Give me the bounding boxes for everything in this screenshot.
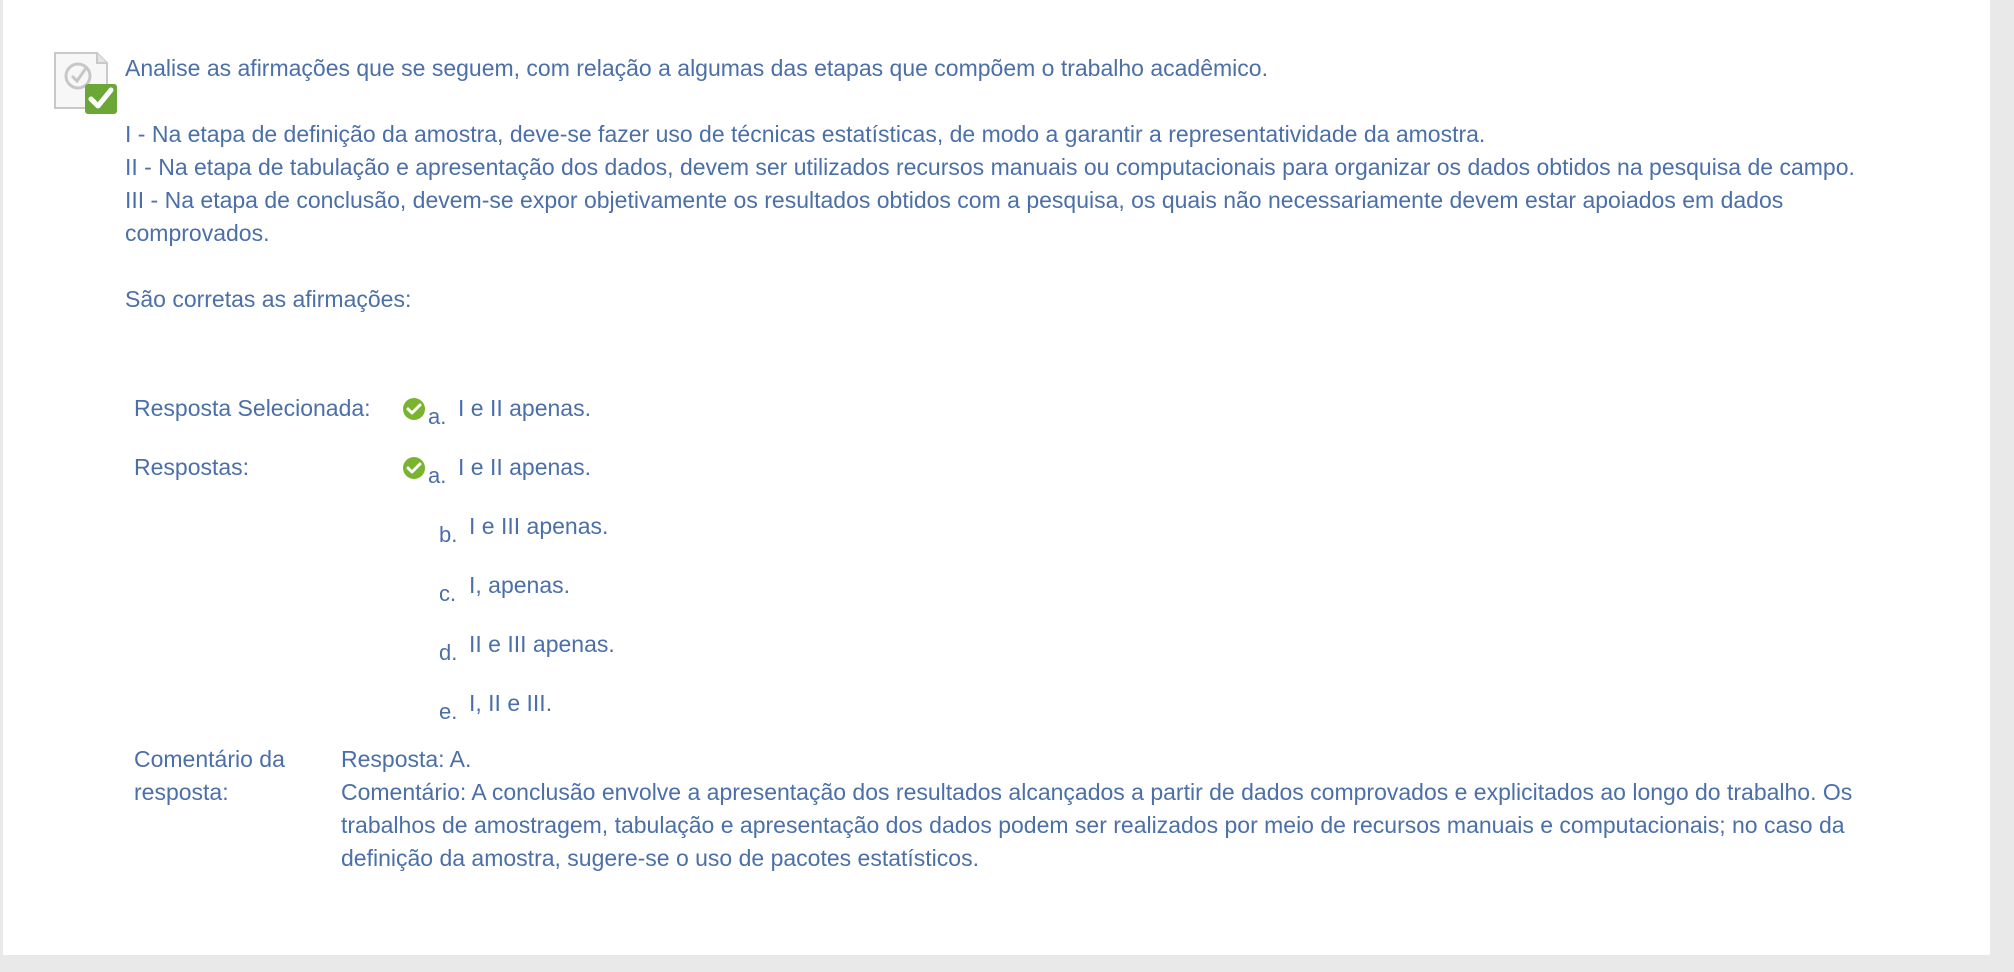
feedback-label-line2: resposta:: [134, 779, 229, 805]
option-text: II e III apenas.: [469, 631, 615, 657]
option-text: I e II apenas.: [458, 454, 591, 480]
option-letter: b.: [439, 522, 458, 547]
selected-answer-label: Resposta Selecionada:: [134, 395, 371, 421]
correct-check-icon: [402, 397, 428, 430]
option-text: I, II e III.: [469, 690, 553, 716]
statement-3: III - Na etapa de conclusão, devem-se expor objetivamente os resultados obtidos com a pesquisa, os quais não necessariamente devem estar apoiados em dados comprovados.: [125, 187, 1784, 246]
answer-option-a: [402, 451, 591, 488]
feedback-label-line1: Comentário da: [134, 746, 285, 772]
feedback-comment: [341, 743, 1911, 875]
question-ask: São corretas as afirmações:: [125, 286, 412, 312]
correct-answer-icon: [51, 50, 119, 116]
answer-option-d: [402, 628, 615, 665]
feedback-answer-line: Resposta: A.: [341, 746, 472, 772]
answer-option-c: [402, 569, 571, 606]
question-prompt: Analise as afirmações que se seguem, com relação a algumas das etapas que compõem o trabalho acadêmico.: [125, 55, 1268, 81]
answers-label: Respostas:: [134, 454, 250, 480]
selected-answer-text: I e II apenas.: [458, 395, 591, 421]
statement-2: II - Na etapa de tabulação e apresentação dos dados, devem ser utilizados recursos manuais ou computacionais para organizar os dados obtidos na pesquisa de campo.: [125, 154, 1855, 180]
option-text: I e III apenas.: [469, 513, 609, 539]
correct-check-icon: [402, 456, 428, 489]
question-text: [125, 52, 1925, 316]
answer-option-b: [402, 510, 609, 547]
option-text: I, apenas.: [469, 572, 571, 598]
selected-answer-letter: a.: [428, 404, 447, 429]
statement-1: I - Na etapa de definição da amostra, deve-se fazer uso de técnicas estatísticas, de modo a garantir a representatividade da amostra.: [125, 121, 1486, 147]
feedback-label: [134, 743, 285, 809]
option-letter: a.: [428, 463, 447, 488]
selected-answer: [402, 392, 591, 429]
option-letter: d.: [439, 640, 458, 665]
option-letter: c.: [439, 581, 457, 606]
option-letter: e.: [439, 699, 458, 724]
feedback-comment-text: Comentário: A conclusão envolve a apresentação dos resultados alcançados a partir de dados comprovados e explicitados ao longo do trabalho. Os trabalhos de amostragem, tabulação e apresentação dos dados podem ser realizados por meio de recursos manuais e computacionais; no caso da definição da amostra, sugere-se o uso de pacotes estatísticos.: [341, 779, 1853, 871]
answer-option-e: [402, 687, 553, 724]
